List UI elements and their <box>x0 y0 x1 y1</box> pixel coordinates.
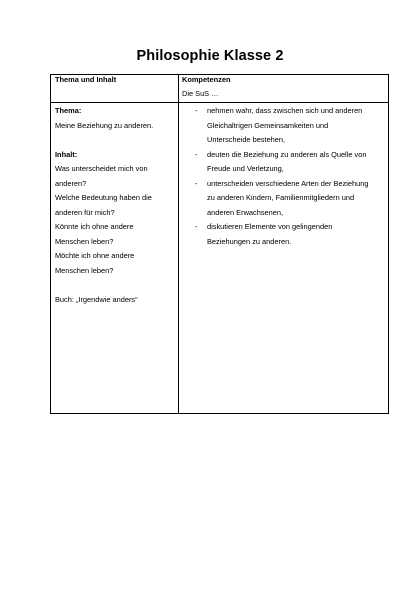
header-divider <box>51 102 388 103</box>
dash-bullet: - <box>195 178 198 188</box>
competency-item <box>182 220 387 249</box>
competency-line: Unterscheide bestehen, <box>207 135 286 144</box>
column-divider <box>178 75 179 413</box>
competency-line: Gleichaltrigen Gemeinsamkeiten und <box>207 120 329 130</box>
competency-item <box>182 148 387 177</box>
competency-item <box>182 104 387 148</box>
document-title: Philosophie Klasse 2 <box>136 48 284 64</box>
competency-line: nehmen wahr, dass zwischen sich und anderen <box>207 106 363 115</box>
thema-inhalt-cell <box>55 104 153 307</box>
competency-line: anderen Erwachsenen, <box>207 207 284 217</box>
competency-line: deuten die Beziehung zu anderen als Quelle von <box>207 149 367 159</box>
header-thema-und-inhalt: Thema und Inhalt <box>55 75 117 84</box>
competency-line: zu anderen Kindern, Familienmitgliedern und <box>207 193 355 202</box>
question-line: Menschen leben? <box>55 236 114 246</box>
question-line: Was unterscheidet mich von <box>55 164 148 173</box>
competency-line: Beziehungen zu anderen. <box>207 236 292 246</box>
question-line: anderen? <box>55 178 87 188</box>
dash-bullet: - <box>195 149 198 159</box>
inhalt-label: Inhalt: <box>55 149 78 159</box>
curriculum-table <box>50 74 389 414</box>
buch-reference: Buch: „Irgendwie anders“ <box>55 294 138 304</box>
competency-line: Freude und Verletzung, <box>207 164 284 173</box>
dash-bullet: - <box>195 222 198 231</box>
question-line: Menschen leben? <box>55 265 114 275</box>
header-kompetenzen: Kompetenzen <box>182 75 231 84</box>
header-die-sus: Die SuS … <box>182 89 219 98</box>
competency-item <box>182 177 387 221</box>
question-line: Könnte ich ohne andere <box>55 222 134 231</box>
thema-text: Meine Beziehung zu anderen. <box>55 120 154 130</box>
kompetenzen-cell <box>182 104 387 249</box>
competency-line: unterscheiden verschiedene Arten der Beziehung <box>207 178 369 188</box>
question-line: anderen für mich? <box>55 207 115 217</box>
thema-label: Thema: <box>55 106 82 115</box>
question-line: Welche Bedeutung haben die <box>55 193 152 202</box>
question-line: Möchte ich ohne andere <box>55 251 135 260</box>
competency-line: diskutieren Elemente von gelingenden <box>207 222 333 231</box>
dash-bullet: - <box>195 106 198 115</box>
